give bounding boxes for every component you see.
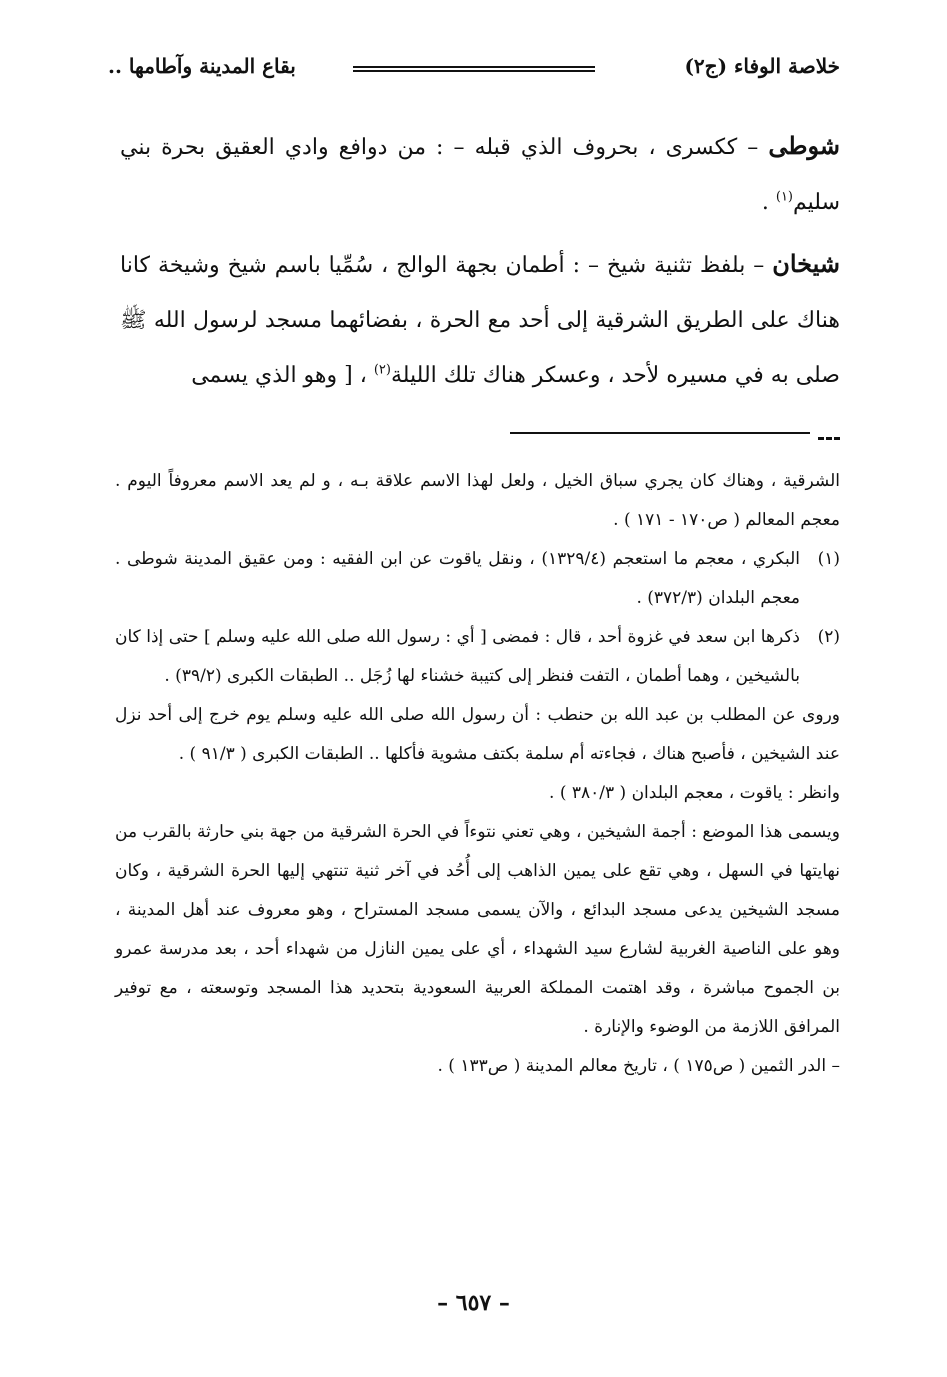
footnote-ref[interactable]: (١): [775, 189, 793, 205]
footnote-paragraph: – الدر الثمين ( ص١٧٥ ) ، تاريخ معالم المدينة ( ص١٣٣ ) .: [437, 1056, 840, 1076]
footnotes: [115, 462, 840, 1086]
main-text: [120, 118, 840, 409]
footnote-paragraph: وانظر : ياقوت ، معجم البلدان ( ٣٨٠/٣ ) .: [549, 783, 840, 803]
footnote-number: (١): [817, 549, 840, 569]
header-rule: [353, 66, 595, 72]
footnote-paragraph: وروى عن المطلب بن عبد الله بن حنطب : أن رسول الله صلى الله عليه وسلم يوم خرج إلى أحد نزل عند الشيخين ، فأصبح هناك ، فجاءته أم سلمة بكتف مشوية فأكلها .. الطبقات الكبرى ( ٩١/٣ ) .: [115, 705, 840, 764]
entry-text: – ككسرى ، بحروف الذي قبله – : من دوافع وادي العقيق بحرة بني سليم: [120, 135, 840, 215]
entry-shaykhan: شيخان – بلفظ تثنية شيخ – : أطمان بجهة الوالج ، سُمِّيا باسم شيخ وشيخة كانا هناك على الطريق الشرقية إلى أحد مع الحرة ، بفضائهما مسجد لرسول الله ﷺ صلى به في مسيره لأحد ، وعسكر هناك تلك الليلة$^{(٢)}$ ، [ وهو الذي يسمى: [120, 249, 840, 388]
entry-text: – بلفظ تثنية شيخ – : أطمان بجهة الوالج ، سُمِّيا باسم شيخ وشيخة كانا هناك على الطريق الشرقية إلى أحد مع الحرة ، بفضائهما مسجد لرسول الله ﷺ صلى به في مسيره لأحد ، وعسكر هناك تلك الليلة: [120, 253, 840, 388]
page-number: – ٦٥٧ –: [437, 1290, 510, 1316]
running-header: [108, 46, 840, 86]
footnote-ref[interactable]: (٢): [373, 362, 391, 378]
continuation-dash: [818, 437, 840, 440]
footnote-1: [115, 540, 840, 618]
footnote-separator: [510, 432, 810, 434]
footnote-2: [115, 618, 840, 696]
entry-shawta: شوطى – ككسرى ، بحروف الذي قبله – : من دوافع وادي العقيق بحرة بني سليم$^{(١)}$ .: [120, 131, 840, 215]
footnote-text: ذكرها ابن سعد في غزوة أحد ، قال : فمضى [ أي : رسول الله صلى الله عليه وسلم ] حتى إذا كان بالشيخين ، وهما أطمان ، التفت فنظر إلى كتيبة خشناء لها زُجَل .. الطبقات الكبرى (٣٩/٢) .: [115, 627, 800, 686]
entry-term: شيخان: [772, 249, 840, 278]
footnote-paragraph: ويسمى هذا الموضع : أجمة الشيخين ، وهي تعني نتوءاً في الحرة الشرقية من جهة بني حارثة بالقرب من نهايتها في السهل ، وهي تقع على يمين الذاهب إلى أُحُد في آخر ثنية تنتهي إليها الحرة الشرقية ، وكان مسجد الشيخين يدعى مسجد البدائع ، والآن يسمى مسجد المستراح ، وهو معروف عند أهل المدينة ، وهو على الناصية الغربية لشارع سيد الشهداء ، أي على يمين النازل من شهداء أحد ، بعد مدرسة عمرو بن الجموح مباشرة ، وقد اهتمت المملكة العربية السعودية بتحديد هذا المسجد وتوسعته ، مع توفير المرافق اللازمة من الوضوء والإنارة .: [115, 822, 840, 1037]
section-title: بقاع المدينة وآطامها ..: [108, 54, 296, 78]
footnote-text: البكري ، معجم ما استعجم (١٣٢٩/٤) ، ونقل ياقوت عن ابن الفقيه : ومن عقيق المدينة شوطى . معجم البلدان (٣٧٢/٣) .: [115, 549, 801, 608]
footnote-number: (٢): [817, 627, 840, 647]
entry-term: شوطى: [768, 131, 840, 160]
footnote-continuation: الشرقية ، وهناك كان يجري سباق الخيل ، ولعل لهذا الاسم علاقة بـه ، و لم يعد الاسم معروفاً اليوم . معجم المعالم ( ص١٧٠ - ١٧١ ) .: [115, 471, 840, 530]
book-title: خلاصة الوفاء (ج٢): [684, 54, 840, 78]
